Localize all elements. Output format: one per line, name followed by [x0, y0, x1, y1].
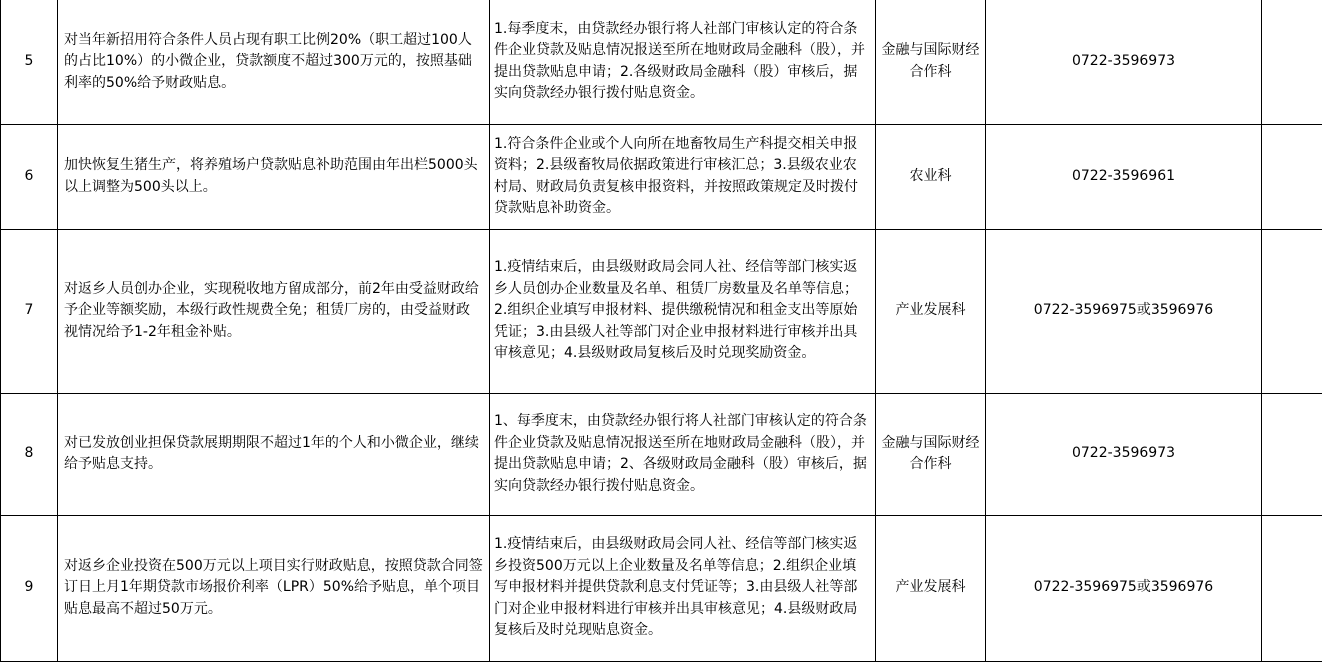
- table-row: [1, 393, 1322, 515]
- cell-department[interactable]: 产业发展科: [876, 229, 986, 393]
- cell-description[interactable]: 对当年新招用符合条件人员占现有职工比例20%（职工超过100人的占比10%）的小微企业，贷款额度不超过300万元的，按照基础利率的50%给予财政贴息。: [58, 0, 490, 124]
- cell-department[interactable]: 金融与国际财经合作科: [876, 393, 986, 515]
- table-row: [1, 515, 1322, 661]
- cell-empty[interactable]: [1262, 393, 1322, 515]
- table-row: [1, 0, 1322, 124]
- cell-description[interactable]: 对已发放创业担保贷款展期期限不超过1年的个人和小微企业，继续给予贴息支持。: [58, 393, 490, 515]
- cell-process[interactable]: 1、每季度末，由贷款经办银行将人社部门审核认定的符合条件企业贷款及贴息情况报送至所在地财政局金融科（股），并提出贷款贴息申请；2、各级财政局金融科（股）审核后，据实向贷款经办银行拨付贴息资金。: [490, 393, 876, 515]
- cell-no[interactable]: 6: [1, 124, 58, 229]
- cell-department[interactable]: 金融与国际财经合作科: [876, 0, 986, 124]
- cell-empty[interactable]: [1262, 124, 1322, 229]
- cell-no[interactable]: 9: [1, 515, 58, 661]
- cell-empty[interactable]: [1262, 515, 1322, 661]
- cell-description[interactable]: 对返乡企业投资在500万元以上项目实行财政贴息，按照贷款合同签订日上月1年期贷款市场报价利率（LPR）50%给予贴息，单个项目贴息最高不超过50万元。: [58, 515, 490, 661]
- cell-phone[interactable]: 0722-3596961: [986, 124, 1262, 229]
- cell-department[interactable]: 农业科: [876, 124, 986, 229]
- cell-phone[interactable]: 0722-3596975或3596976: [986, 515, 1262, 661]
- cell-no[interactable]: 7: [1, 229, 58, 393]
- cell-no[interactable]: 5: [1, 0, 58, 124]
- cell-empty[interactable]: [1262, 0, 1322, 124]
- cell-process[interactable]: 1.每季度末，由贷款经办银行将人社部门审核认定的符合条件企业贷款及贴息情况报送至所在地财政局金融科（股），并提出贷款贴息申请；2.各级财政局金融科（股）审核后，据实向贷款经办银行拨付贴息资金。: [490, 0, 876, 124]
- cell-department[interactable]: 产业发展科: [876, 515, 986, 661]
- cell-empty[interactable]: [1262, 229, 1322, 393]
- cell-description[interactable]: 对返乡人员创办企业，实现税收地方留成部分，前2年由受益财政给予企业等额奖励，本级行政性规费全免；租赁厂房的，由受益财政视情况给予1-2年租金补贴。: [58, 229, 490, 393]
- table-row: [1, 124, 1322, 229]
- cell-process[interactable]: 1.疫情结束后，由县级财政局会同人社、经信等部门核实返乡人员创办企业数量及名单、租赁厂房数量及名单等信息；2.组织企业填写申报材料、提供缴税情况和租金支出等原始凭证；3.由县级人社等部门对企业申报材料进行审核并出具审核意见；4.县级财政局复核后及时兑现奖励资金。: [490, 229, 876, 393]
- cell-process[interactable]: 1.疫情结束后，由县级财政局会同人社、经信等部门核实返乡投资500万元以上企业数量及名单等信息；2.组织企业填写申报材料并提供贷款利息支付凭证等；3.由县级人社等部门对企业申报材料进行审核并出具审核意见；4.县级财政局复核后及时兑现贴息资金。: [490, 515, 876, 661]
- cell-phone[interactable]: 0722-3596973: [986, 393, 1262, 515]
- cell-description[interactable]: 加快恢复生猪生产，将养殖场户贷款贴息补助范围由年出栏5000头以上调整为500头以上。: [58, 124, 490, 229]
- table-row: [1, 229, 1322, 393]
- cell-process[interactable]: 1.符合条件企业或个人向所在地畜牧局生产科提交相关申报资料；2.县级畜牧局依据政策进行审核汇总；3.县级农业农村局、财政局负责复核申报资料，并按照政策规定及时拨付贷款贴息补助资金。: [490, 124, 876, 229]
- cell-phone[interactable]: 0722-3596975或3596976: [986, 229, 1262, 393]
- cell-no[interactable]: 8: [1, 393, 58, 515]
- cell-phone[interactable]: 0722-3596973: [986, 0, 1262, 124]
